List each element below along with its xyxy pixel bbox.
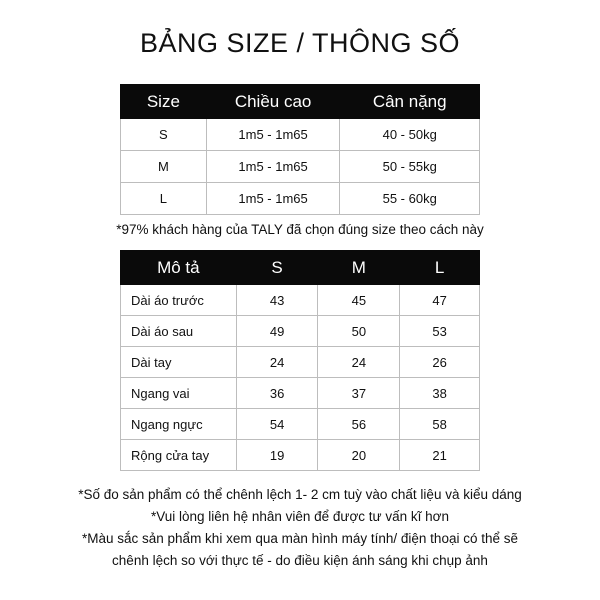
value-cell-s: 36	[236, 378, 318, 409]
weight-cell: 55 - 60kg	[340, 183, 480, 215]
description-cell: Ngang vai	[121, 378, 237, 409]
size-table-header-row	[121, 85, 480, 119]
note-contact: *Vui lòng liên hệ nhân viên để được tư vấn kĩ hơn	[151, 509, 449, 524]
column-header-size: Size	[121, 85, 207, 119]
size-cell: M	[121, 151, 207, 183]
column-header-m: M	[318, 251, 400, 285]
size-cell: S	[121, 119, 207, 151]
value-cell-s: 54	[236, 409, 318, 440]
column-header-height: Chiều cao	[206, 85, 340, 119]
column-header-l: L	[400, 251, 480, 285]
value-cell-l: 53	[400, 316, 480, 347]
note-measurement: *Số đo sản phẩm có thể chênh lệch 1- 2 cm tuỳ vào chất liệu và kiểu dáng	[78, 487, 522, 502]
value-cell-s: 49	[236, 316, 318, 347]
note-color-line-1: *Màu sắc sản phẩm khi xem qua màn hình máy tính/ điện thoại có thể sẽ	[82, 531, 518, 546]
value-cell-l: 58	[400, 409, 480, 440]
column-header-weight: Cân nặng	[340, 85, 480, 119]
value-cell-m: 20	[318, 440, 400, 471]
value-cell-m: 56	[318, 409, 400, 440]
size-cell: L	[121, 183, 207, 215]
page-title: BẢNG SIZE / THÔNG SỐ	[139, 28, 461, 58]
note-color-line-2: chênh lệch so với thực tế - do điều kiện ánh sáng khi chụp ảnh	[112, 553, 488, 568]
table-row	[121, 285, 480, 316]
description-cell: Ngang ngực	[121, 409, 237, 440]
value-cell-m: 50	[318, 316, 400, 347]
value-cell-m: 37	[318, 378, 400, 409]
table-row	[121, 409, 480, 440]
value-cell-m: 45	[318, 285, 400, 316]
column-header-description: Mô tả	[121, 251, 237, 285]
size-table	[120, 84, 480, 215]
spec-table	[120, 250, 480, 471]
table-row	[121, 378, 480, 409]
table-row	[121, 183, 480, 215]
description-cell: Rộng cửa tay	[121, 440, 237, 471]
description-cell: Dài áo sau	[121, 316, 237, 347]
value-cell-m: 24	[318, 347, 400, 378]
footer-notes	[20, 484, 580, 572]
spec-table-header-row	[121, 251, 480, 285]
value-cell-l: 47	[400, 285, 480, 316]
value-cell-l: 26	[400, 347, 480, 378]
taly-note: *97% khách hàng của TALY đã chọn đúng size theo cách này	[116, 222, 484, 237]
value-cell-s: 43	[236, 285, 318, 316]
value-cell-l: 38	[400, 378, 480, 409]
description-cell: Dài tay	[121, 347, 237, 378]
table-row	[121, 119, 480, 151]
table-row	[121, 151, 480, 183]
column-header-s: S	[236, 251, 318, 285]
value-cell-s: 24	[236, 347, 318, 378]
height-cell: 1m5 - 1m65	[206, 119, 340, 151]
height-cell: 1m5 - 1m65	[206, 183, 340, 215]
description-cell: Dài áo trước	[121, 285, 237, 316]
weight-cell: 50 - 55kg	[340, 151, 480, 183]
weight-cell: 40 - 50kg	[340, 119, 480, 151]
table-row	[121, 347, 480, 378]
value-cell-l: 21	[400, 440, 480, 471]
value-cell-s: 19	[236, 440, 318, 471]
table-row	[121, 316, 480, 347]
height-cell: 1m5 - 1m65	[206, 151, 340, 183]
table-row	[121, 440, 480, 471]
